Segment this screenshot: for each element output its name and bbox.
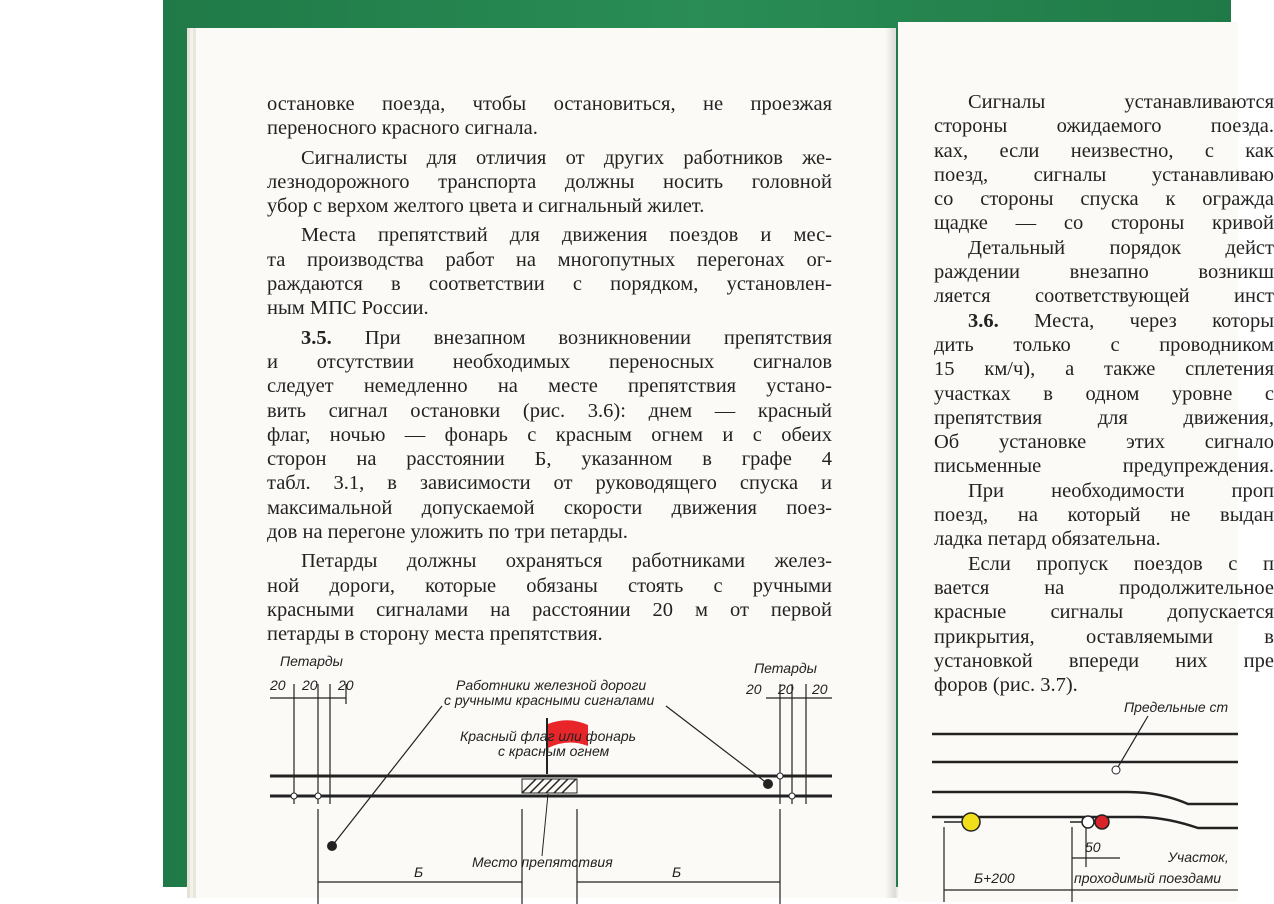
text-line: флаг, ночью — фонарь с красным огнем и с обеих [267, 423, 832, 446]
petard-dot [315, 793, 321, 799]
text-line: поезд, сигналы устанавливаю [934, 163, 1274, 186]
text-line: ладка петард обязательна. [934, 528, 1161, 551]
workers-label: Работники железной дороги [456, 677, 647, 693]
b-left-label: Б [414, 864, 424, 880]
text-line: ляется соответствующей инст [934, 285, 1274, 308]
text-line: 3.6. Места, через которы [968, 309, 1274, 332]
text-line: и отсутствии необходимых переносных сигналов [267, 350, 832, 373]
text-line: ках, если неизвестно, с как [934, 139, 1274, 162]
text-line: поезд, на который не выдан [934, 504, 1274, 527]
text-line: максимальной допускаемой скорости движения поез- [267, 496, 832, 519]
text-line: со стороны спуска к огражда [934, 188, 1274, 211]
worker-right [763, 779, 773, 789]
text-line: ным МПС России. [267, 297, 429, 320]
dist-label: 20 [812, 681, 828, 697]
text-line: При необходимости проп [968, 479, 1274, 502]
text-line: форов (рис. 3.7). [934, 674, 1078, 697]
text-line: Сигналисты для отличия от других работников же- [301, 146, 832, 169]
petard-dot [789, 793, 795, 799]
text-line: петарды в сторону места препятствия. [267, 623, 603, 646]
petard-dot [291, 793, 297, 799]
dist-label: 20 [338, 677, 354, 693]
petard-dot [777, 773, 783, 779]
dist-label: 20 [778, 681, 794, 697]
section-label: проходимый поездами [1074, 870, 1222, 886]
text-line: 15 км/ч), а также сплетения [934, 358, 1274, 381]
right-page-text [934, 90, 1274, 697]
flag-label: Красный флаг или фонарь [460, 728, 637, 744]
petards-right-label: Петарды [754, 660, 817, 676]
text-line: убор с верхом желтого цвета и сигнальный жилет. [267, 195, 705, 218]
dist-50-label: 50 [1085, 839, 1101, 855]
worker-left [327, 841, 337, 851]
figure-3-6 [196, 624, 896, 904]
text-line: Места препятствий для движения поездов и мес- [301, 224, 832, 247]
text-line: переносного красного сигнала. [267, 117, 538, 140]
text-line: сторон на расстоянии Б, указанном в графе 4 [267, 448, 832, 471]
right-page [898, 22, 1274, 902]
text-line: стороны ожидаемого поезда. [934, 115, 1274, 138]
text-line: вается на продолжительное [934, 576, 1274, 599]
section-label: Участок, [1168, 849, 1229, 865]
text-line: письменные предупреждения. [934, 455, 1274, 478]
text-line: дить только с проводником [934, 333, 1274, 356]
text-line: щадке — со стороны кривой [934, 212, 1274, 235]
left-page [196, 28, 896, 898]
text-line: та производства работ на многопутных перегонах ог- [267, 248, 832, 271]
text-line: дов на перегоне уложить по три петарды. [267, 521, 628, 544]
obstacle-hatch [522, 779, 577, 793]
dist-b200-label: Б+200 [974, 870, 1015, 886]
left-page-text [267, 92, 832, 647]
flag-label: с красным огнем [498, 743, 610, 759]
text-line: прикрытия, оставляемыми в [934, 625, 1274, 648]
text-line: Детальный порядок дейст [968, 236, 1274, 259]
text-line: Если пропуск поездов с п [968, 552, 1274, 575]
limit-label: Предельные ст [1124, 699, 1229, 715]
text-line: препятствия для движения, [934, 406, 1274, 429]
text-line: раждаются в соответствии с порядком, установлен- [267, 273, 832, 296]
text-line: красные сигналы допускается [934, 601, 1274, 624]
petards-left-label: Петарды [280, 653, 343, 669]
workers-label: с ручными красными сигналами [444, 692, 655, 708]
text-line: лезнодорожного транспорта должны носить головной [267, 170, 832, 193]
text-line: табл. 3.1, в зависимости от руководящего спуска и [267, 472, 832, 495]
text-line: Петарды должны охраняться работниками желез- [301, 550, 832, 573]
text-line: вить сигнал остановки (рис. 3.6): днем — красный [267, 399, 832, 422]
text-line: установкой впереди них пре [934, 649, 1274, 672]
text-line: Об установке этих сигнало [934, 431, 1274, 454]
obstacle-label: Место препятствия [472, 854, 613, 870]
text-line: следует немедленно на месте препятствия устано- [267, 375, 832, 398]
white-signal [1082, 816, 1094, 828]
dist-label: 20 [270, 677, 286, 693]
right-petards [766, 684, 832, 804]
text-line: 3.5. При внезапном возникновении препятствия [301, 326, 832, 349]
text-line: ной дороги, которые обязаны стоять с ручными [267, 574, 832, 597]
dist-label: 20 [302, 677, 318, 693]
b-right-label: Б [672, 864, 682, 880]
dist-label: 20 [746, 681, 762, 697]
figure-3-7 [898, 672, 1238, 902]
text-line: участках в одном уровне с [934, 382, 1274, 405]
yellow-signal [962, 813, 980, 831]
switch-point [1112, 766, 1120, 774]
left-petards [270, 684, 346, 804]
text-line: остановке поезда, чтобы остановиться, не проезжая [267, 93, 832, 115]
red-signal [1095, 815, 1109, 829]
text-line: раждении внезапно возникш [934, 261, 1274, 284]
text-line: Сигналы устанавливаются [968, 91, 1274, 113]
text-line: красными сигналами на расстоянии 20 м от первой [267, 598, 832, 621]
